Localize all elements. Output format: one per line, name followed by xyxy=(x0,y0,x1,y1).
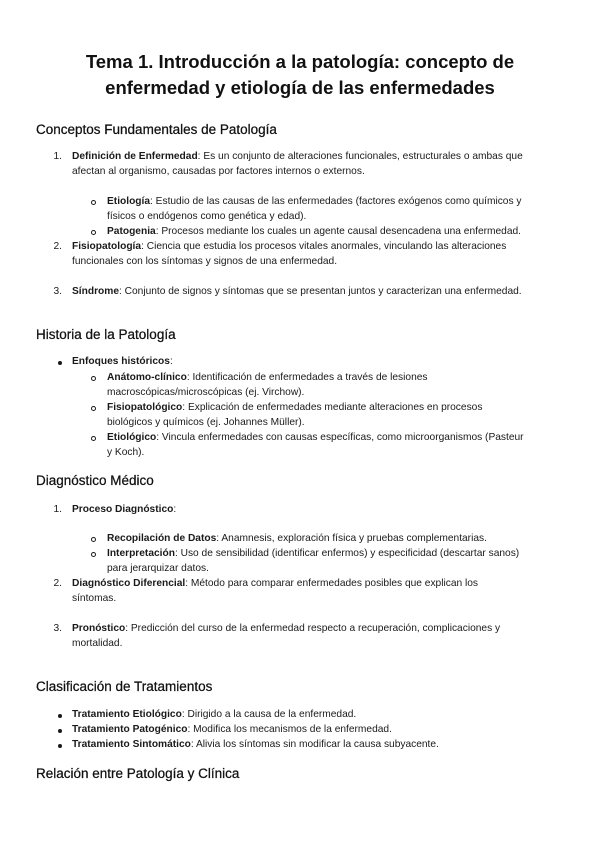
text: : Vincula enfermedades con causas específicas, como microorganismos (Pasteur xyxy=(156,432,524,443)
list-item-continuation: funcionales con los síntomas y signos de una enfermedad. xyxy=(72,256,338,267)
term: Anátomo-clínico xyxy=(107,372,187,383)
term: Definición de Enfermedad xyxy=(72,151,198,162)
bullet-dot-icon xyxy=(58,744,62,748)
text: : xyxy=(173,504,177,515)
section-heading-relacion: Relación entre Patología y Clínica xyxy=(36,766,240,781)
text: : Método para comparar enfermedades posibles que explican los xyxy=(185,578,479,589)
sub-item-continuation: para jerarquizar datos. xyxy=(107,563,209,574)
section-heading-conceptos: Conceptos Fundamentales de Patología xyxy=(36,122,277,137)
term: Recopilación de Datos xyxy=(107,533,217,544)
sub-item-continuation: biológicos y químicos (ej. Johannes Müller). xyxy=(107,417,305,428)
page-title xyxy=(40,49,560,101)
text: : Conjunto de signos y síntomas que se presentan juntos y caracterizan una enfermedad. xyxy=(118,286,522,297)
list-item-definicion xyxy=(72,149,523,165)
text: : Alivia los síntomas sin modificar la causa subyacente. xyxy=(190,739,439,750)
sub-item-etiologia xyxy=(107,194,522,210)
circle-bullet-icon xyxy=(91,436,96,441)
term: Síndrome xyxy=(72,286,119,297)
term: Patogenia xyxy=(107,226,156,237)
text: : Ciencia que estudia los procesos vitales anormales, vinculando las alteraciones xyxy=(141,241,507,252)
sub-item-recopilacion xyxy=(107,531,487,547)
term: Enfoques históricos xyxy=(72,356,170,367)
sub-item-continuation: y Koch). xyxy=(107,447,145,458)
bullet-dot-icon xyxy=(58,714,62,718)
list-item-enfoques xyxy=(72,354,173,370)
sub-item-continuation: macroscópicas/microscópicas (ej. Virchow). xyxy=(107,387,305,398)
text: : Modifica los mecanismos de la enfermedad. xyxy=(187,724,392,735)
term: Interpretación xyxy=(107,548,175,559)
text: : Explicación de enfermedades mediante alteraciones en procesos xyxy=(182,402,483,413)
list-item-continuation: mortalidad. xyxy=(72,638,123,649)
sub-item-etiologico xyxy=(107,430,524,446)
list-number: 1. xyxy=(53,151,62,162)
bullet-dot-icon xyxy=(58,361,62,365)
circle-bullet-icon xyxy=(91,200,96,205)
list-number: 1. xyxy=(53,504,62,515)
list-item-etiologico xyxy=(72,707,356,723)
text: : Es un conjunto de alteraciones funcionales, estructurales o ambas que xyxy=(197,151,523,162)
term: Tratamiento Patogénico xyxy=(72,724,188,735)
list-number: 3. xyxy=(53,286,62,297)
list-number: 2. xyxy=(53,241,62,252)
term: Tratamiento Sintomático xyxy=(72,739,191,750)
section-heading-tratamientos: Clasificación de Tratamientos xyxy=(36,679,213,694)
text: : Dirigido a la causa de la enfermedad. xyxy=(181,709,357,720)
term: Fisiopatológico xyxy=(107,402,183,413)
term: Etiológico xyxy=(107,432,157,443)
circle-bullet-icon xyxy=(91,552,96,557)
text: : Estudio de las causas de las enfermedades (factores exógenos como químicos y xyxy=(150,196,522,207)
circle-bullet-icon xyxy=(91,230,96,235)
circle-bullet-icon xyxy=(91,376,96,381)
circle-bullet-icon xyxy=(91,537,96,542)
term: Tratamiento Etiológico xyxy=(72,709,182,720)
text: : Identificación de enfermedades a través de lesiones xyxy=(186,372,428,383)
sub-item-interpretacion xyxy=(107,546,519,562)
list-item-continuation: afectan al organismo, causadas por factores internos o externos. xyxy=(72,166,365,177)
title-line-1: Tema 1. Introducción a la patología: concepto de xyxy=(85,51,515,72)
list-item-continuation: síntomas. xyxy=(72,593,117,604)
sub-item-patogenia xyxy=(107,224,521,240)
list-item-patogenico xyxy=(72,722,392,738)
text: : Anamnesis, exploración física y pruebas complementarias. xyxy=(216,533,487,544)
sub-item-continuation: físicos o endógenos como genética y edad). xyxy=(107,211,307,222)
circle-bullet-icon xyxy=(91,406,96,411)
term: Pronóstico xyxy=(72,623,126,634)
list-item-fisiopatologia xyxy=(72,239,506,255)
text: : Procesos mediante los cuales un agente causal desencadena una enfermedad. xyxy=(155,226,521,237)
text: : xyxy=(169,356,173,367)
list-item-diferencial xyxy=(72,576,478,592)
section-heading-diagnostico: Diagnóstico Médico xyxy=(36,473,154,488)
list-number: 2. xyxy=(53,578,62,589)
list-item-sintomatico xyxy=(72,737,439,753)
sub-item-anatomo-clinico xyxy=(107,370,428,386)
text: : Uso de sensibilidad (identificar enfermos) y especificidad (descartar sanos) xyxy=(174,548,520,559)
list-item-sindrome xyxy=(72,284,522,300)
term: Proceso Diagnóstico xyxy=(72,504,174,515)
bullet-dot-icon xyxy=(58,729,62,733)
term: Diagnóstico Diferencial xyxy=(72,578,186,589)
title-line-2: enfermedad y etiología de las enfermedades xyxy=(105,77,495,98)
term: Fisiopatología xyxy=(72,241,142,252)
list-item-pronostico xyxy=(72,621,500,637)
list-number: 3. xyxy=(53,623,62,634)
list-item-proceso xyxy=(72,502,176,518)
term: Etiología xyxy=(107,196,151,207)
section-heading-historia: Historia de la Patología xyxy=(36,327,176,342)
text: : Predicción del curso de la enfermedad respecto a recuperación, complicaciones y xyxy=(125,623,501,634)
sub-item-fisiopatologico xyxy=(107,400,482,416)
